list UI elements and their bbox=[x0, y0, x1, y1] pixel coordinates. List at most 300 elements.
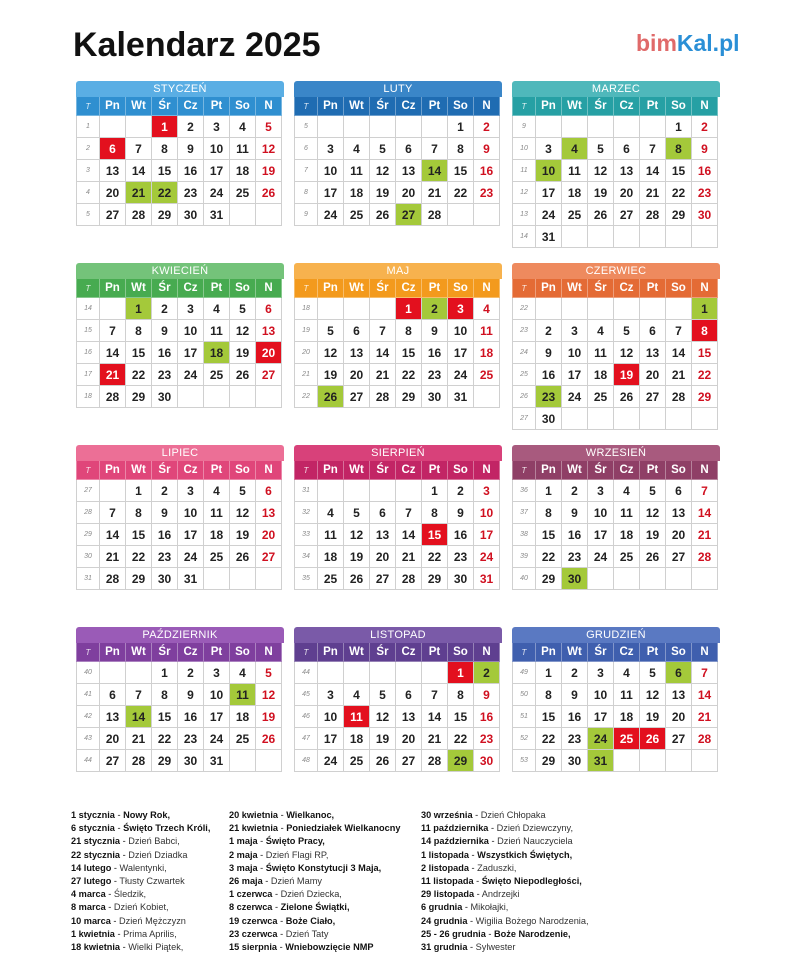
weekday-header: Cz bbox=[396, 279, 422, 298]
day-cell: 11 bbox=[230, 138, 256, 160]
empty-day-cell bbox=[666, 226, 692, 248]
holiday-note: 20 kwietnia - Wielkanoc, bbox=[229, 810, 335, 820]
day-cell: 25 bbox=[318, 568, 344, 590]
day-cell: 19 bbox=[318, 364, 344, 386]
month-calendar bbox=[76, 81, 284, 226]
day-cell: 26 bbox=[230, 546, 256, 568]
day-cell: 15 bbox=[448, 706, 474, 728]
holiday-name: Dzień Babci, bbox=[128, 836, 180, 847]
week-number: 50 bbox=[512, 684, 536, 706]
day-cell: 14 bbox=[422, 160, 448, 182]
day-cell: 1 bbox=[536, 662, 562, 684]
holiday-note: 6 grudnia - Mikołajki, bbox=[421, 902, 509, 913]
holiday-date: 22 stycznia bbox=[71, 849, 121, 860]
day-cell: 19 bbox=[256, 160, 282, 182]
day-cell: 15 bbox=[126, 342, 152, 364]
day-cell: 27 bbox=[100, 204, 126, 226]
day-cell: 1 bbox=[422, 480, 448, 502]
day-cell: 29 bbox=[536, 750, 562, 772]
day-cell: 12 bbox=[640, 502, 666, 524]
notes-column bbox=[229, 809, 401, 954]
holiday-name: Dzień Dziadka bbox=[128, 849, 188, 860]
empty-day-cell bbox=[666, 750, 692, 772]
week-number: 28 bbox=[76, 502, 100, 524]
day-cell: 23 bbox=[536, 386, 562, 408]
holiday-note: 3 maja - Święto Konstytucji 3 Maja, bbox=[229, 862, 382, 873]
holiday-note: 21 kwietnia - Poniedziałek Wielkanocny bbox=[229, 823, 401, 834]
day-cell: 14 bbox=[640, 160, 666, 182]
holiday-note: 1 maja - Święto Pracy, bbox=[229, 836, 325, 847]
day-cell: 17 bbox=[588, 524, 614, 546]
day-cell: 16 bbox=[178, 160, 204, 182]
day-cell: 21 bbox=[692, 524, 718, 546]
day-cell: 14 bbox=[692, 684, 718, 706]
holiday-name: Wielkanoc, bbox=[286, 810, 335, 820]
holiday-name: Tłusty Czwartek bbox=[119, 876, 185, 887]
empty-day-cell bbox=[640, 116, 666, 138]
weekday-header: Śr bbox=[588, 461, 614, 480]
empty-day-cell bbox=[230, 568, 256, 590]
empty-day-cell bbox=[318, 480, 344, 502]
day-cell: 13 bbox=[666, 684, 692, 706]
month-calendar bbox=[512, 445, 720, 590]
holiday-note: 23 czerwca - Dzień Taty bbox=[229, 928, 329, 939]
holiday-note: 24 grudnia - Wigilia Bożego Narodzenia, bbox=[421, 915, 589, 926]
weekday-header: Wt bbox=[562, 461, 588, 480]
holiday-date: 21 stycznia bbox=[71, 836, 121, 847]
day-cell: 13 bbox=[370, 524, 396, 546]
day-cell: 14 bbox=[126, 160, 152, 182]
empty-day-cell bbox=[256, 750, 282, 772]
day-cell: 24 bbox=[204, 182, 230, 204]
day-cell: 22 bbox=[396, 364, 422, 386]
empty-day-cell bbox=[640, 226, 666, 248]
week-number: 44 bbox=[294, 662, 318, 684]
month-name: KWIECIEŃ bbox=[76, 263, 284, 279]
empty-day-cell bbox=[640, 408, 666, 430]
day-cell: 27 bbox=[666, 728, 692, 750]
holiday-name: Dzień Kobiet, bbox=[113, 902, 169, 913]
day-cell: 21 bbox=[126, 182, 152, 204]
day-cell: 7 bbox=[370, 320, 396, 342]
day-cell: 18 bbox=[614, 706, 640, 728]
week-number: 49 bbox=[512, 662, 536, 684]
week-number: 25 bbox=[512, 364, 536, 386]
week-number: 6 bbox=[294, 138, 318, 160]
weekday-header: So bbox=[666, 279, 692, 298]
day-cell: 13 bbox=[256, 320, 282, 342]
day-cell: 6 bbox=[370, 502, 396, 524]
holiday-name: Dzień Dziecka, bbox=[280, 889, 342, 900]
empty-day-cell bbox=[692, 226, 718, 248]
week-number: 9 bbox=[512, 116, 536, 138]
day-cell: 12 bbox=[370, 706, 396, 728]
weekday-header: Pt bbox=[204, 97, 230, 116]
holiday-date: 24 grudnia bbox=[421, 915, 468, 926]
day-cell: 8 bbox=[152, 684, 178, 706]
day-cell: 5 bbox=[344, 502, 370, 524]
day-cell: 7 bbox=[396, 502, 422, 524]
week-number-header: T bbox=[294, 461, 318, 480]
site-logo[interactable] bbox=[636, 30, 740, 57]
weekday-header: Pt bbox=[204, 279, 230, 298]
holiday-note: 26 maja - Dzień Mamy bbox=[229, 876, 322, 887]
week-number-header: T bbox=[294, 643, 318, 662]
week-number: 27 bbox=[512, 408, 536, 430]
day-cell: 22 bbox=[666, 182, 692, 204]
empty-day-cell bbox=[614, 568, 640, 590]
holiday-date: 27 lutego bbox=[71, 876, 112, 887]
week-number-header: T bbox=[76, 461, 100, 480]
day-cell: 27 bbox=[396, 750, 422, 772]
day-cell: 5 bbox=[640, 662, 666, 684]
day-cell: 17 bbox=[474, 524, 500, 546]
empty-day-cell bbox=[666, 568, 692, 590]
holiday-date: 3 maja bbox=[229, 862, 258, 873]
day-cell: 17 bbox=[562, 364, 588, 386]
day-cell: 28 bbox=[422, 750, 448, 772]
day-cell: 16 bbox=[474, 160, 500, 182]
day-cell: 2 bbox=[562, 662, 588, 684]
day-cell: 7 bbox=[422, 684, 448, 706]
holiday-date: 14 lutego bbox=[71, 862, 112, 873]
day-cell: 8 bbox=[666, 138, 692, 160]
day-cell: 4 bbox=[204, 480, 230, 502]
day-cell: 22 bbox=[448, 182, 474, 204]
day-cell: 31 bbox=[474, 568, 500, 590]
weekday-header: Wt bbox=[126, 643, 152, 662]
weekday-header: Cz bbox=[396, 461, 422, 480]
weekday-header: N bbox=[256, 97, 282, 116]
day-cell: 28 bbox=[126, 204, 152, 226]
week-number: 23 bbox=[512, 320, 536, 342]
week-number: 52 bbox=[512, 728, 536, 750]
day-cell: 26 bbox=[318, 386, 344, 408]
day-cell: 6 bbox=[666, 480, 692, 502]
week-number: 44 bbox=[76, 750, 100, 772]
weekday-header: Pn bbox=[100, 643, 126, 662]
day-cell: 3 bbox=[318, 138, 344, 160]
day-cell: 7 bbox=[666, 320, 692, 342]
day-cell: 8 bbox=[126, 320, 152, 342]
holiday-date: 1 kwietnia bbox=[71, 928, 115, 939]
holiday-note: 2 maja - Dzień Flagi RP, bbox=[229, 849, 329, 860]
holiday-note: 4 marca - Śledzik, bbox=[71, 889, 147, 900]
day-cell: 26 bbox=[614, 386, 640, 408]
day-cell: 29 bbox=[396, 386, 422, 408]
month-calendar bbox=[512, 81, 720, 248]
holiday-date: 6 stycznia bbox=[71, 823, 115, 834]
holiday-date: 8 czerwca bbox=[229, 902, 273, 913]
holiday-note: 1 stycznia - Nowy Rok, bbox=[71, 810, 171, 820]
day-cell: 29 bbox=[152, 204, 178, 226]
empty-day-cell bbox=[562, 226, 588, 248]
weekday-header: Wt bbox=[344, 461, 370, 480]
day-cell: 5 bbox=[614, 320, 640, 342]
day-cell: 7 bbox=[126, 138, 152, 160]
week-number: 19 bbox=[294, 320, 318, 342]
month-days-grid bbox=[512, 279, 720, 430]
day-cell: 7 bbox=[126, 684, 152, 706]
holiday-note: 1 listopada - Wszystkich Świętych, bbox=[421, 849, 573, 860]
month-days-grid bbox=[294, 279, 502, 408]
holiday-date: 19 czerwca bbox=[229, 915, 278, 926]
day-cell: 19 bbox=[230, 342, 256, 364]
day-cell: 7 bbox=[100, 320, 126, 342]
weekday-header: Pt bbox=[640, 97, 666, 116]
day-cell: 13 bbox=[640, 342, 666, 364]
holiday-note: 29 listopada - Andrzejki bbox=[421, 889, 520, 900]
day-cell: 13 bbox=[614, 160, 640, 182]
empty-day-cell bbox=[692, 408, 718, 430]
weekday-header: Pn bbox=[536, 461, 562, 480]
day-cell: 13 bbox=[344, 342, 370, 364]
weekday-header: Cz bbox=[178, 279, 204, 298]
day-cell: 11 bbox=[344, 706, 370, 728]
day-cell: 20 bbox=[396, 182, 422, 204]
day-cell: 29 bbox=[422, 568, 448, 590]
day-cell: 17 bbox=[588, 706, 614, 728]
day-cell: 28 bbox=[640, 204, 666, 226]
holiday-name: Boże Narodzenie, bbox=[494, 928, 571, 939]
day-cell: 14 bbox=[100, 524, 126, 546]
day-cell: 24 bbox=[448, 364, 474, 386]
day-cell: 8 bbox=[448, 684, 474, 706]
day-cell: 29 bbox=[152, 750, 178, 772]
day-cell: 8 bbox=[536, 684, 562, 706]
day-cell: 2 bbox=[152, 298, 178, 320]
empty-day-cell bbox=[422, 116, 448, 138]
day-cell: 30 bbox=[536, 408, 562, 430]
day-cell: 20 bbox=[256, 524, 282, 546]
day-cell: 25 bbox=[204, 364, 230, 386]
day-cell: 24 bbox=[204, 728, 230, 750]
day-cell: 4 bbox=[474, 298, 500, 320]
day-cell: 19 bbox=[256, 706, 282, 728]
day-cell: 12 bbox=[370, 160, 396, 182]
weekday-header: N bbox=[474, 461, 500, 480]
day-cell: 17 bbox=[318, 728, 344, 750]
day-cell: 1 bbox=[126, 298, 152, 320]
empty-day-cell bbox=[256, 568, 282, 590]
week-number: 39 bbox=[512, 546, 536, 568]
day-cell: 12 bbox=[588, 160, 614, 182]
holiday-note: 10 marca - Dzień Mężczyzn bbox=[71, 915, 186, 926]
holiday-name: Walentynki, bbox=[119, 862, 167, 873]
day-cell: 3 bbox=[588, 480, 614, 502]
day-cell: 24 bbox=[318, 204, 344, 226]
empty-day-cell bbox=[588, 298, 614, 320]
month-calendar bbox=[76, 627, 284, 772]
day-cell: 2 bbox=[536, 320, 562, 342]
day-cell: 24 bbox=[178, 546, 204, 568]
day-cell: 2 bbox=[178, 116, 204, 138]
week-number: 22 bbox=[294, 386, 318, 408]
day-cell: 25 bbox=[344, 750, 370, 772]
day-cell: 17 bbox=[536, 182, 562, 204]
day-cell: 28 bbox=[126, 750, 152, 772]
day-cell: 30 bbox=[422, 386, 448, 408]
weekday-header: Cz bbox=[614, 279, 640, 298]
day-cell: 27 bbox=[396, 204, 422, 226]
day-cell: 15 bbox=[666, 160, 692, 182]
day-cell: 3 bbox=[204, 662, 230, 684]
month-days-grid bbox=[294, 643, 502, 772]
week-number-header: T bbox=[76, 643, 100, 662]
day-cell: 18 bbox=[614, 524, 640, 546]
holiday-date: 18 kwietnia bbox=[71, 942, 121, 953]
day-cell: 18 bbox=[474, 342, 500, 364]
day-cell: 31 bbox=[588, 750, 614, 772]
month-name: SIERPIEŃ bbox=[294, 445, 502, 461]
day-cell: 21 bbox=[100, 364, 126, 386]
day-cell: 24 bbox=[536, 204, 562, 226]
logo-part-2: Kal.pl bbox=[676, 30, 740, 56]
week-number: 5 bbox=[294, 116, 318, 138]
holiday-note: 25 - 26 grudnia - Boże Narodzenie, bbox=[421, 928, 571, 939]
day-cell: 26 bbox=[370, 204, 396, 226]
day-cell: 17 bbox=[318, 182, 344, 204]
week-number-header: T bbox=[512, 643, 536, 662]
day-cell: 10 bbox=[204, 138, 230, 160]
day-cell: 20 bbox=[256, 342, 282, 364]
week-number: 27 bbox=[76, 480, 100, 502]
day-cell: 6 bbox=[344, 320, 370, 342]
day-cell: 1 bbox=[666, 116, 692, 138]
day-cell: 17 bbox=[448, 342, 474, 364]
day-cell: 12 bbox=[256, 684, 282, 706]
weekday-header: Cz bbox=[614, 97, 640, 116]
week-number: 34 bbox=[294, 546, 318, 568]
day-cell: 4 bbox=[204, 298, 230, 320]
holiday-name: Dzień Chłopaka bbox=[480, 810, 546, 820]
week-number: 18 bbox=[76, 386, 100, 408]
holiday-date: 25 - 26 grudnia bbox=[421, 928, 486, 939]
day-cell: 30 bbox=[474, 750, 500, 772]
day-cell: 21 bbox=[126, 728, 152, 750]
month-name: LISTOPAD bbox=[294, 627, 502, 643]
empty-day-cell bbox=[256, 204, 282, 226]
day-cell: 23 bbox=[152, 546, 178, 568]
holiday-name: Zaduszki, bbox=[477, 862, 517, 873]
day-cell: 12 bbox=[230, 320, 256, 342]
day-cell: 13 bbox=[396, 706, 422, 728]
day-cell: 9 bbox=[474, 684, 500, 706]
day-cell: 22 bbox=[152, 182, 178, 204]
day-cell: 12 bbox=[640, 684, 666, 706]
weekday-header: So bbox=[230, 461, 256, 480]
empty-day-cell bbox=[692, 568, 718, 590]
week-number: 3 bbox=[76, 160, 100, 182]
holiday-date: 4 marca bbox=[71, 889, 106, 900]
day-cell: 23 bbox=[474, 182, 500, 204]
day-cell: 9 bbox=[474, 138, 500, 160]
weekday-header: So bbox=[230, 97, 256, 116]
holiday-name: Święto Niepodległości, bbox=[481, 876, 582, 887]
empty-day-cell bbox=[666, 408, 692, 430]
day-cell: 2 bbox=[562, 480, 588, 502]
day-cell: 7 bbox=[100, 502, 126, 524]
day-cell: 6 bbox=[256, 480, 282, 502]
weekday-header: Pt bbox=[422, 643, 448, 662]
day-cell: 27 bbox=[614, 204, 640, 226]
day-cell: 15 bbox=[536, 524, 562, 546]
month-name: MARZEC bbox=[512, 81, 720, 97]
week-number-header: T bbox=[76, 97, 100, 116]
day-cell: 10 bbox=[474, 502, 500, 524]
day-cell: 21 bbox=[370, 364, 396, 386]
empty-day-cell bbox=[588, 226, 614, 248]
holiday-name: Wigilia Bożego Narodzenia, bbox=[475, 915, 589, 926]
day-cell: 30 bbox=[152, 386, 178, 408]
day-cell: 7 bbox=[640, 138, 666, 160]
month-name: PAŹDZIERNIK bbox=[76, 627, 284, 643]
day-cell: 2 bbox=[178, 662, 204, 684]
holiday-date: 10 marca bbox=[71, 915, 111, 926]
day-cell: 15 bbox=[152, 706, 178, 728]
empty-day-cell bbox=[396, 480, 422, 502]
week-number: 20 bbox=[294, 342, 318, 364]
day-cell: 9 bbox=[178, 138, 204, 160]
day-cell: 2 bbox=[692, 116, 718, 138]
day-cell: 22 bbox=[692, 364, 718, 386]
day-cell: 4 bbox=[562, 138, 588, 160]
day-cell: 16 bbox=[562, 524, 588, 546]
day-cell: 8 bbox=[396, 320, 422, 342]
day-cell: 14 bbox=[370, 342, 396, 364]
day-cell: 29 bbox=[692, 386, 718, 408]
week-number: 51 bbox=[512, 706, 536, 728]
day-cell: 1 bbox=[448, 116, 474, 138]
weekday-header: Wt bbox=[562, 643, 588, 662]
holiday-note: 6 stycznia - Święto Trzech Króli, bbox=[71, 823, 211, 834]
week-number: 32 bbox=[294, 502, 318, 524]
day-cell: 27 bbox=[256, 364, 282, 386]
day-cell: 10 bbox=[178, 502, 204, 524]
empty-day-cell bbox=[100, 116, 126, 138]
day-cell: 18 bbox=[588, 364, 614, 386]
holiday-name: Prima Aprilis, bbox=[123, 928, 177, 939]
day-cell: 22 bbox=[126, 364, 152, 386]
day-cell: 31 bbox=[536, 226, 562, 248]
day-cell: 29 bbox=[126, 568, 152, 590]
weekday-header: So bbox=[230, 643, 256, 662]
holiday-date: 29 listopada bbox=[421, 889, 475, 900]
week-number: 11 bbox=[512, 160, 536, 182]
day-cell: 17 bbox=[178, 524, 204, 546]
month-calendar bbox=[294, 627, 502, 772]
weekday-header: Pn bbox=[536, 643, 562, 662]
day-cell: 27 bbox=[256, 546, 282, 568]
day-cell: 14 bbox=[422, 706, 448, 728]
day-cell: 6 bbox=[396, 138, 422, 160]
empty-day-cell bbox=[562, 408, 588, 430]
day-cell: 10 bbox=[318, 706, 344, 728]
day-cell: 13 bbox=[100, 706, 126, 728]
weekday-header: Cz bbox=[614, 643, 640, 662]
day-cell: 9 bbox=[562, 502, 588, 524]
holiday-note: 15 sierpnia - Wniebowzięcie NMP bbox=[229, 942, 374, 953]
empty-day-cell bbox=[318, 662, 344, 684]
day-cell: 11 bbox=[474, 320, 500, 342]
day-cell: 3 bbox=[178, 298, 204, 320]
day-cell: 3 bbox=[474, 480, 500, 502]
holiday-name: Andrzejki bbox=[481, 889, 520, 900]
day-cell: 14 bbox=[692, 502, 718, 524]
day-cell: 3 bbox=[178, 480, 204, 502]
week-number: 43 bbox=[76, 728, 100, 750]
empty-day-cell bbox=[230, 386, 256, 408]
